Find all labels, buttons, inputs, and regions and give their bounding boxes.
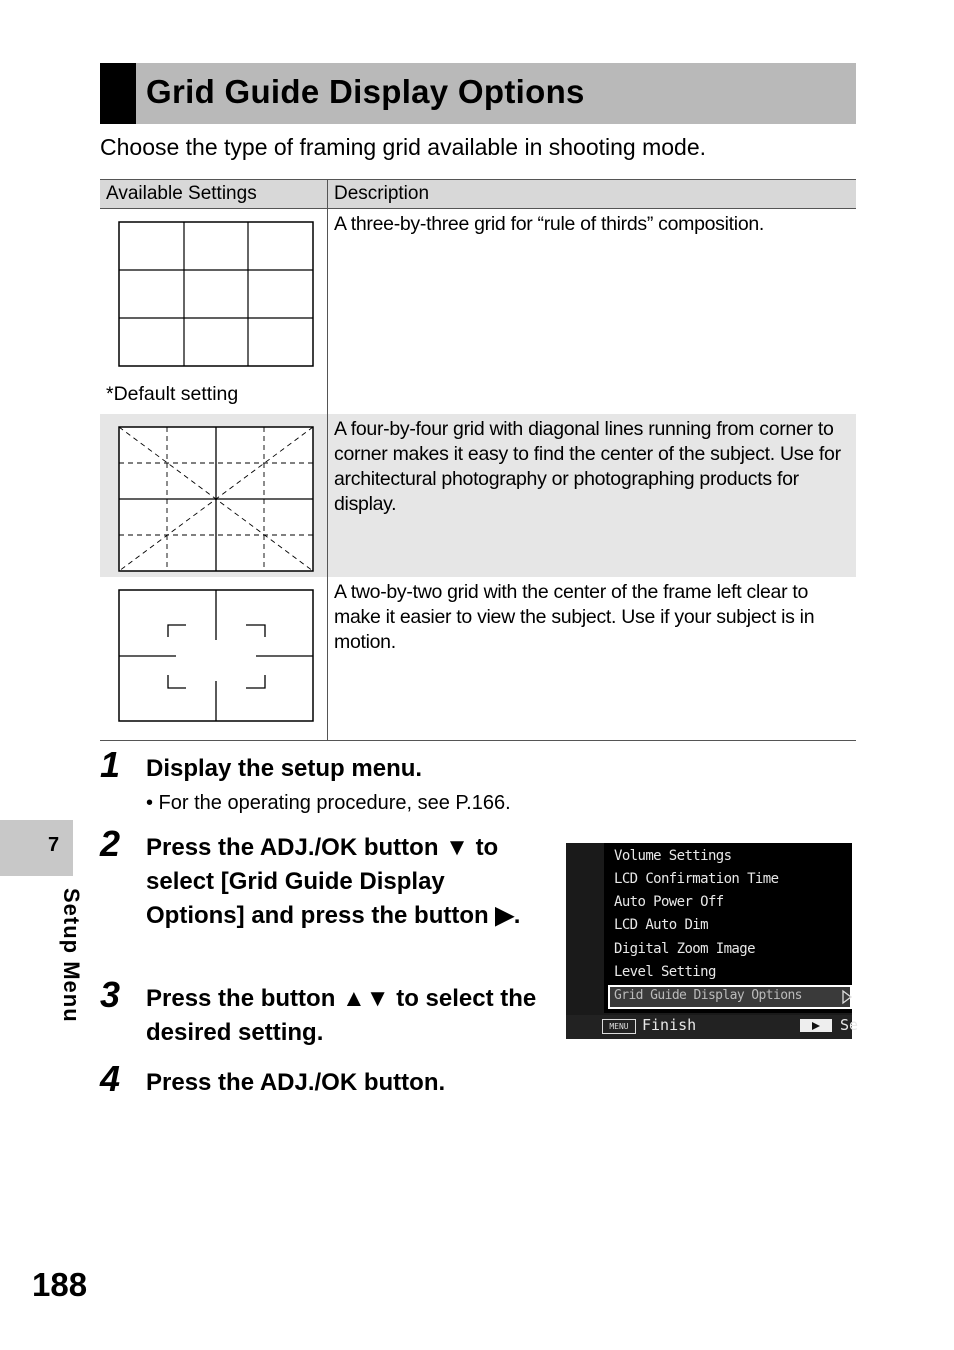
table-row — [100, 577, 856, 741]
description-cell: A four-by-four grid with diagonal lines running from corner to corner makes it easy to find the center of the subject. Use for architectural photography or photographing products for display. — [328, 414, 857, 577]
menu-item: LCD Confirmation Time — [614, 871, 779, 887]
step-number: 1 — [100, 744, 121, 785]
intro-text: Choose the type of framing grid available in shooting mode. — [100, 134, 707, 160]
menu-item: Volume Settings — [614, 848, 732, 864]
play-key-icon — [800, 1019, 832, 1032]
description-cell: A two-by-two grid with the center of the frame left clear to make it easier to view the subject. Use if your subject is in motion. — [328, 577, 857, 741]
description-cell: A three-by-three grid for “rule of thirds” composition. — [334, 213, 765, 235]
page-title: Grid Guide Display Options — [146, 73, 585, 110]
grid-cell-2x2 — [100, 577, 328, 741]
grid-cell-4x4 — [100, 414, 328, 577]
menu-item-selected: Grid Guide Display Options — [614, 988, 802, 1003]
chapter-label: Setup Menu — [59, 888, 84, 1023]
settings-table — [100, 179, 856, 741]
menu-item: Level Setting — [614, 964, 716, 980]
grid-2x2-center-clear-icon — [100, 577, 315, 740]
step-text: Press the button ▲▼ to select the desired setting. — [146, 985, 537, 1046]
menu-item: Digital Zoom Image — [614, 941, 755, 957]
camera-menu-screenshot — [566, 843, 859, 1039]
default-setting-note: *Default setting — [106, 383, 239, 405]
table-row — [100, 414, 856, 577]
menu-item: LCD Auto Dim — [614, 917, 708, 933]
step-number: 2 — [100, 823, 121, 864]
set-label: Se — [840, 1016, 859, 1034]
chapter-number: 7 — [48, 834, 60, 856]
step-text: Press the ADJ./OK button ▼ to select [Grid Guide Display Options] and press the button ▶. — [146, 834, 521, 929]
grid-cell-3x3 — [100, 209, 328, 415]
procedure-note: • For the operating procedure, see P.166. — [146, 792, 511, 814]
menu-item: Auto Power Off — [614, 894, 724, 910]
table-header-row — [100, 180, 856, 209]
chapter-tab — [0, 820, 73, 876]
chevron-right-icon — [842, 990, 852, 1004]
grid-4x4-diagonal-icon — [100, 414, 315, 577]
title-bar — [100, 63, 856, 124]
table-row — [100, 209, 856, 415]
step-text: Display the setup menu. — [146, 755, 423, 782]
finish-label: Finish — [642, 1016, 697, 1034]
menu-key-icon: MENU — [602, 1019, 636, 1034]
title-marker — [100, 63, 136, 124]
column-header-settings: Available Settings — [100, 180, 328, 209]
page-number: 188 — [32, 1266, 88, 1303]
column-header-description: Description — [328, 180, 857, 209]
step-number: 3 — [100, 974, 121, 1015]
step-text: Press the ADJ./OK button. — [146, 1069, 446, 1096]
step-number: 4 — [100, 1058, 121, 1099]
